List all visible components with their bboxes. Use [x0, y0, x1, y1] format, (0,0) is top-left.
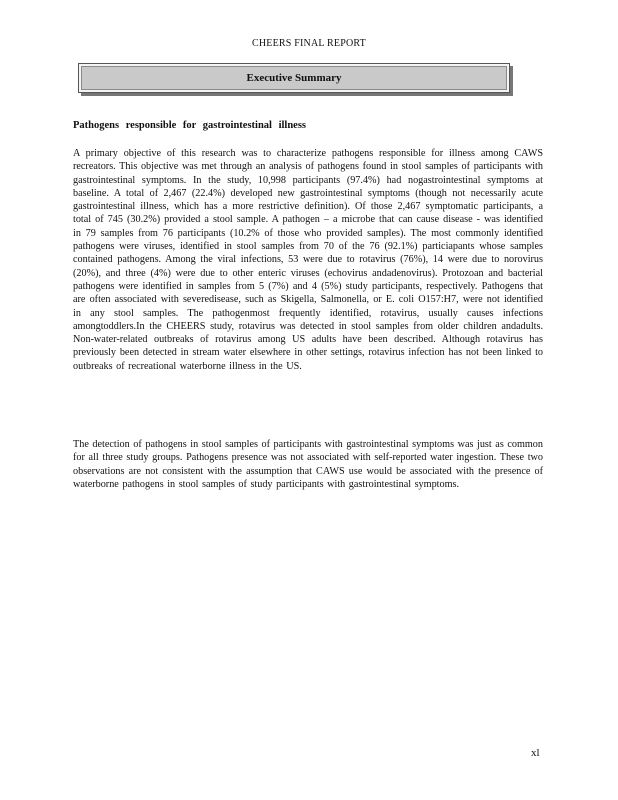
page-number: xl [531, 747, 540, 759]
executive-summary-banner [78, 63, 510, 93]
body-paragraph-1: A primary objective of this research was to characterize pathogens responsible for illness among CAWS recreators. This objective was met through an analysis of pathogens found in stool samples of participants with gastrointestinal symptoms. In the study, 10,998 participants (97.4%) had nogastrointestinal symptoms at baseline. A total of 2,467 (22.4%) developed new gastrointestinal symptoms (though not necessarily acute gastrointestinal illness, which has a more restrictive definition). Of those 2,467 symptomatic participants, a total of 745 (30.2%) provided a stool sample. A pathogen – a microbe that can cause disease - was identified in 79 samples from 76 participants (10.2% of those who provided samples). The most commonly identified pathogens were viruses, identified in stool samples from 70 of the 76 (92.1%) particiapants whose samples contained pathogens. Among the viral infections, 53 were due to rotavirus (76%), 14 were due to norovirus (20%), and three (4%) were due to other enteric viruses (echovirus andadenovirus). Protozoan and bacterial pathogens were identified in samples from 5 (7%) and 4 (5%) study participants, respectively. Pathogens that are often associated with severedisease, such as Skigella, Salmonella, or E. coli O157:H7, were not identified in any stool samples. The pathogenmost frequently identified, rotavirus, usually causes infections amongtoddlers.In the CHEERS study, rotavirus was detected in stool samples from older children andadults. Non-water-related outbreaks of rotavirus among US adults have been described. Although rotavirus has previously been detected in stream water elsewhere in other settings, rotavirus infection has not been linked to outbreaks of recreational waterborne illness in the US. [73, 148, 543, 372]
section-heading: Pathogens responsible for gastrointestinal illness [73, 120, 307, 131]
running-header: CHEERS FINAL REPORT [252, 38, 366, 49]
banner-title: Executive Summary [246, 72, 342, 84]
body-paragraph-2: The detection of pathogens in stool samples of participants with gastrointestinal symptoms was just as common for all three study groups. Pathogens presence was not associated with self-reported water ingestion. These two observations are not consistent with the assumption that CAWS use would be associated with the presence of waterborne pathogens in stool samples of study participants with gastrointestinal symptoms. [73, 439, 543, 490]
